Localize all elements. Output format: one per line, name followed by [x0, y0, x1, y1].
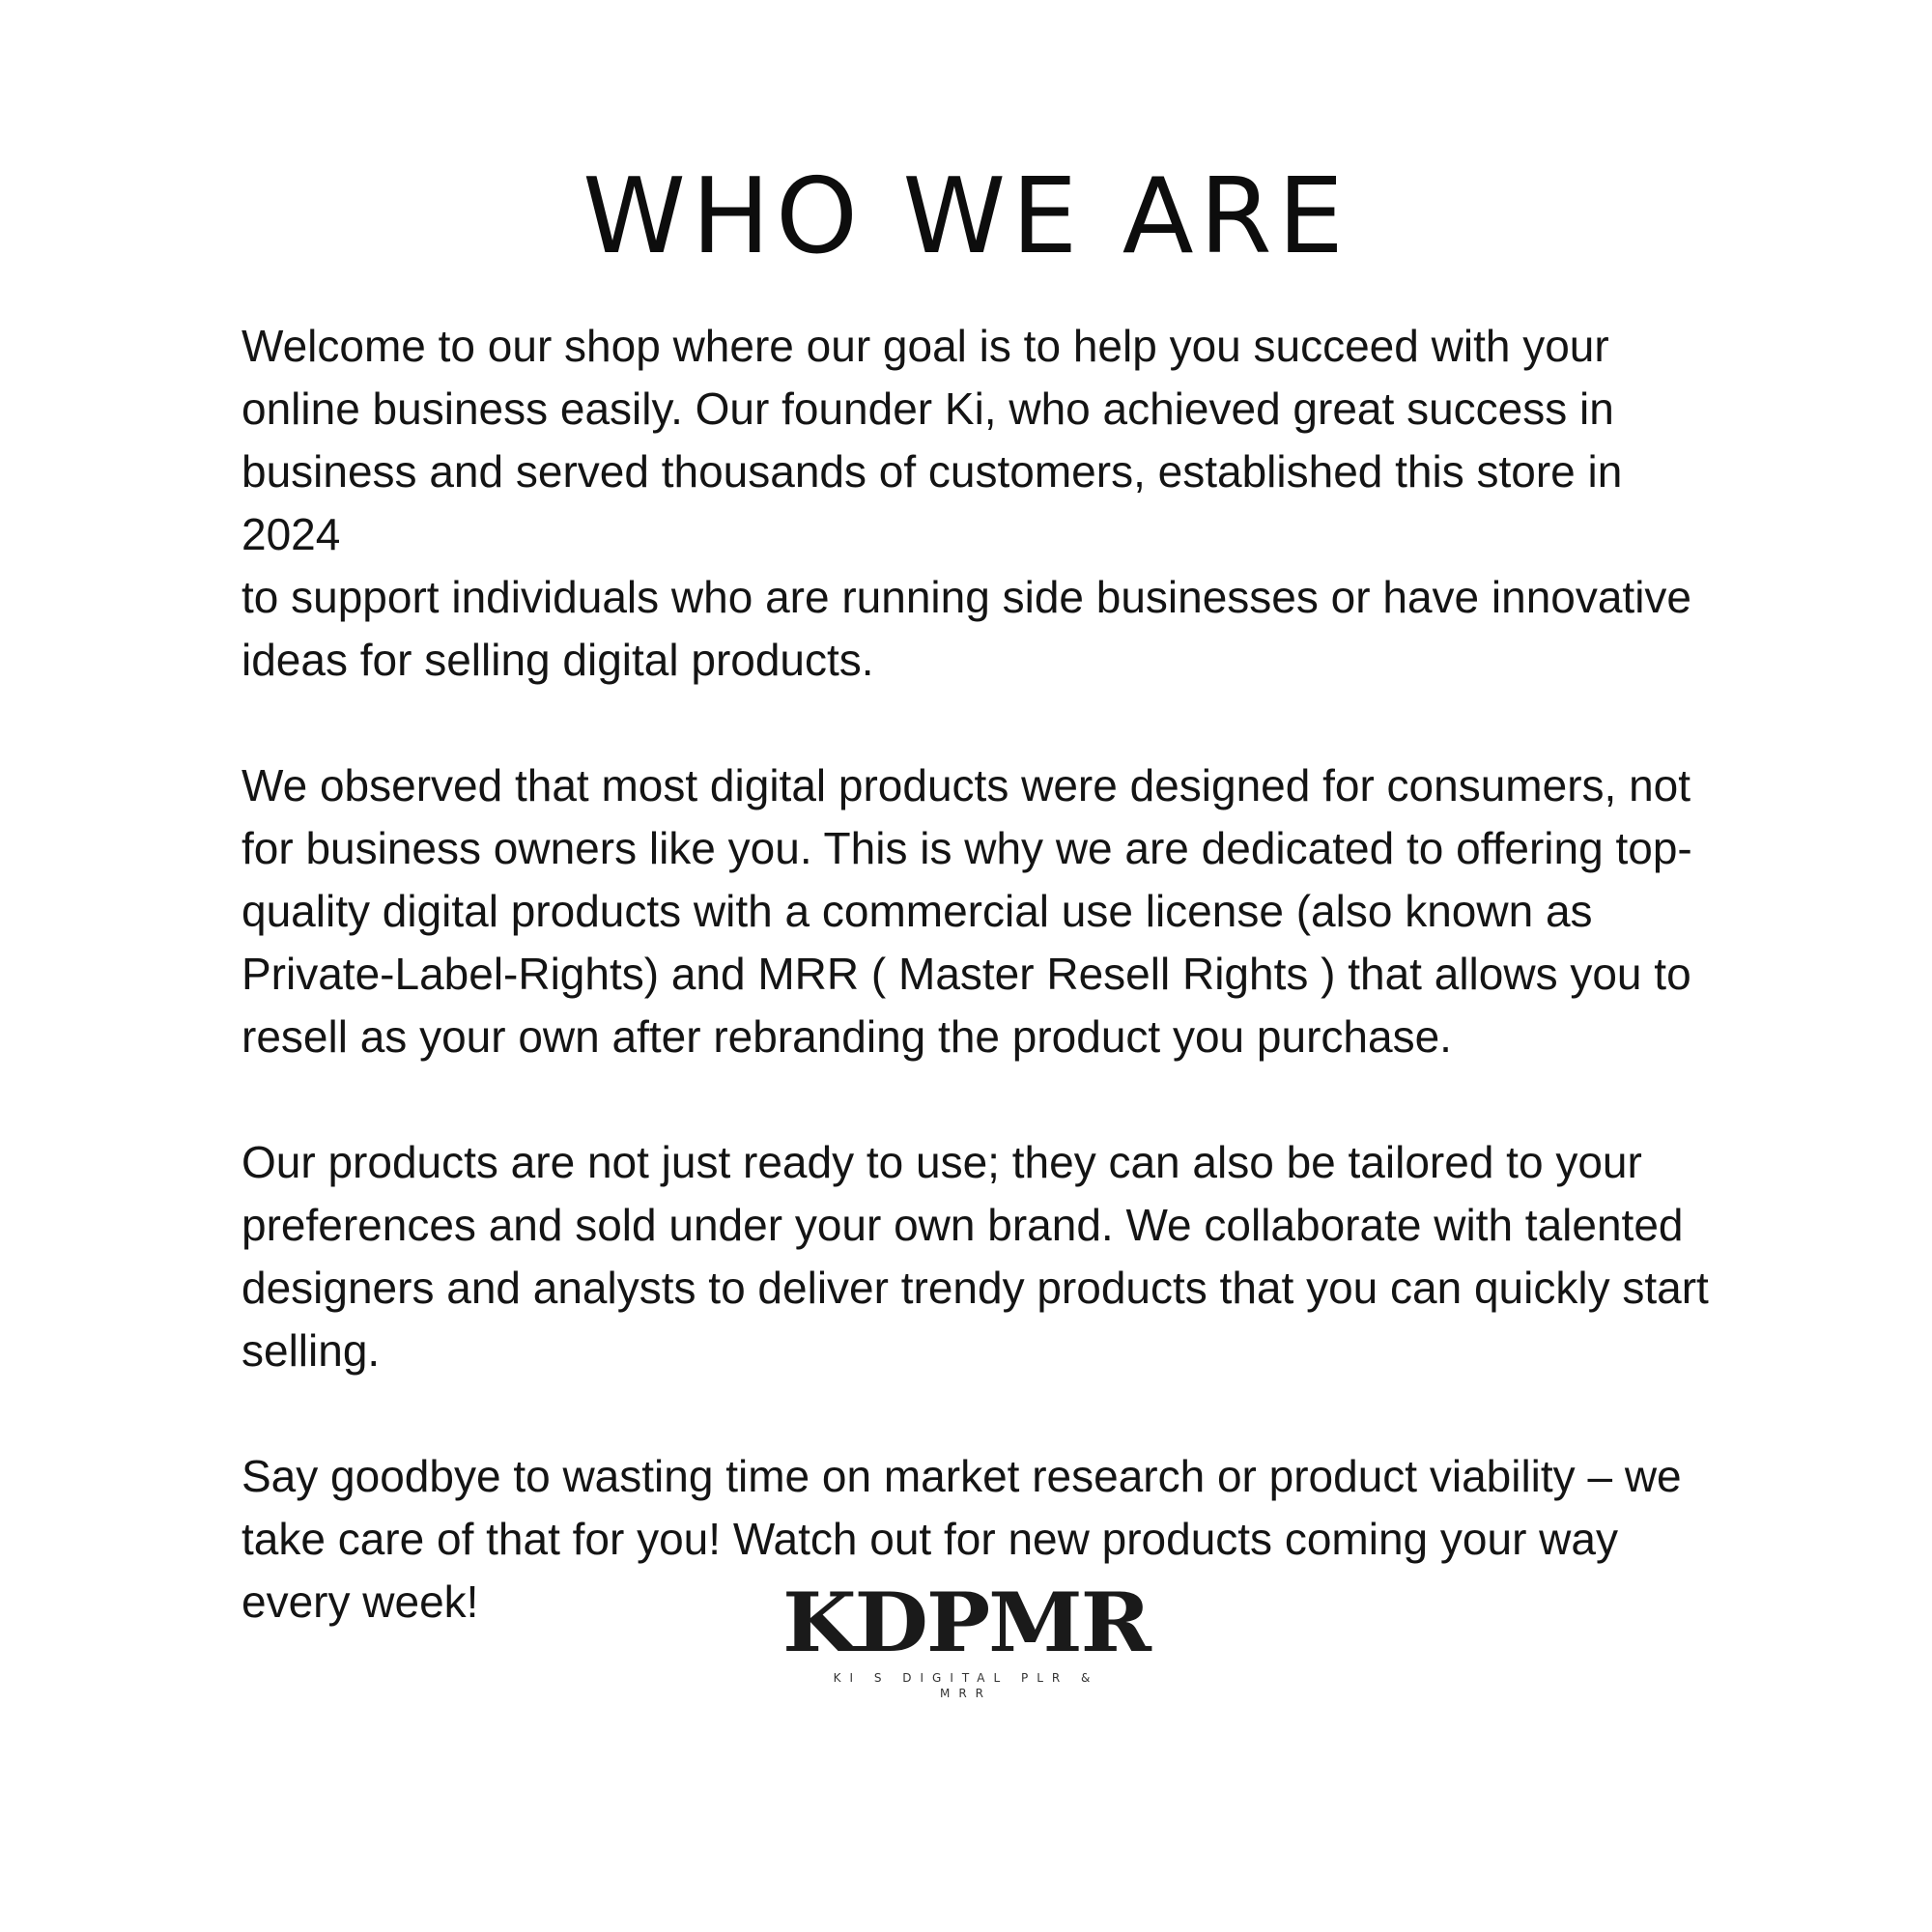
- about-body: [242, 315, 1729, 1696]
- paragraph-license: We observed that most digital products were designed for consumers, not for business owners like you. This is why we are dedicated to offering top- quality digital products with a commercial use license (also known as Private-Label-Rights) and MRR ( Master Resell Rights ) that allows you to resell as your own after rebranding the product you purchase.: [242, 760, 1692, 1062]
- page-title: WHO WE ARE: [582, 156, 1350, 277]
- logo-wordmark: KDPMR: [782, 1575, 1150, 1670]
- paragraph-closing: Say goodbye to wasting time on market research or product viability – we take care of that for you! Watch out for new products coming your way every week!: [242, 1451, 1682, 1627]
- paragraph-customization: Our products are not just ready to use; they can also be tailored to your preferences and sold under your own brand. We collaborate with talented designers and analysts to deliver trendy products that you can quickly start selling.: [242, 1137, 1709, 1376]
- paragraph-intro: Welcome to our shop where our goal is to help you succeed with your online business easily. Our founder Ki, who achieved great success in business and served thousands of customers, established this store in 2024 to support individuals who are running side businesses or have innovative ideas for selling digital products.: [242, 321, 1692, 685]
- brand-logo: [0, 1575, 1932, 1701]
- logo-tagline: KI S DIGITAL PLR & MRR: [833, 1671, 1099, 1700]
